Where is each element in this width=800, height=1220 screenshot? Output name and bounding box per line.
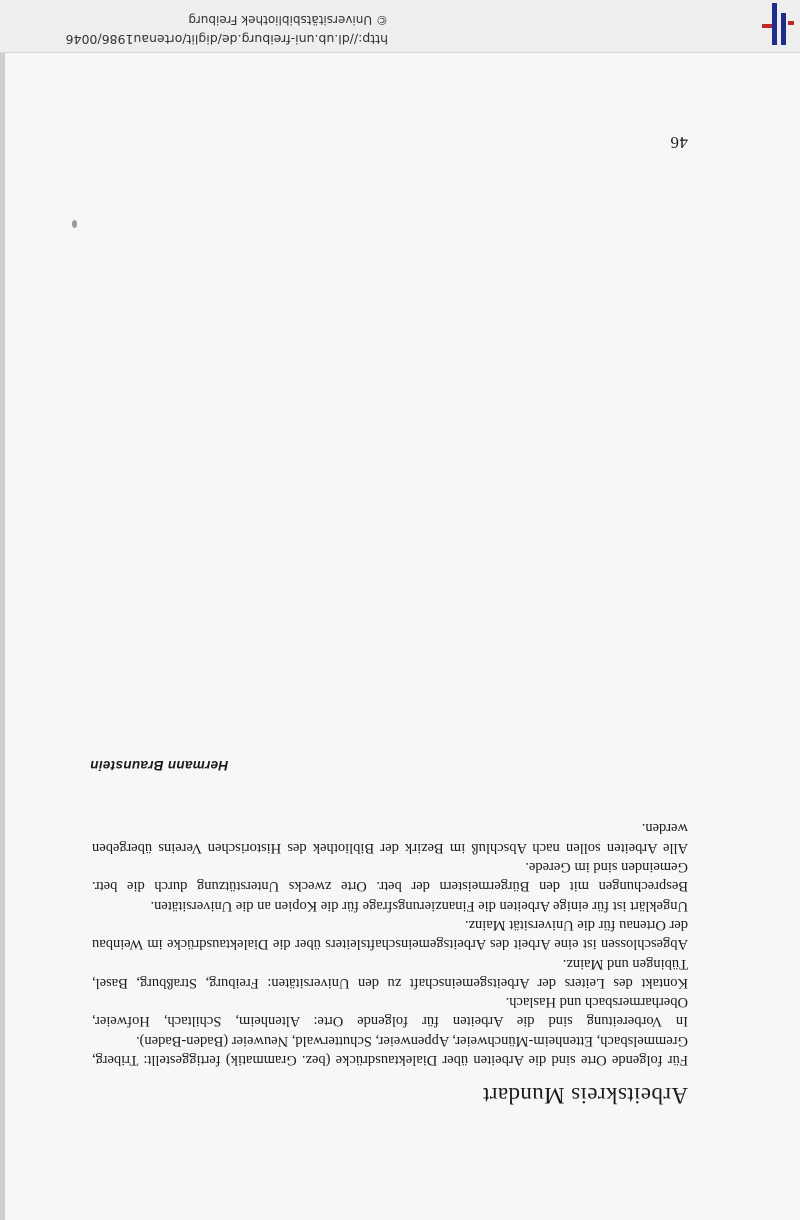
paragraph: Ungeklärt ist für einige Arbeiten die Finanzierungsfrage für die Kopien an die Universitäten. (150, 897, 688, 914)
footer-url-link[interactable]: http://dl.ub.uni-freiburg.de/diglit/ortenau1986/0046 (65, 32, 388, 47)
university-logo-icon (754, 0, 794, 45)
page-title: Arbeitskreis Mundart (482, 1083, 688, 1108)
page-edge-shadow (0, 53, 5, 1220)
footer-copyright: © Universitätsbibliothek Freiburg (188, 13, 388, 27)
paragraph: Alle Arbeiten sollen nach Abschluß im Bezirk der Bibliothek des Historischen Vereins übergeben werden. (92, 820, 688, 856)
paragraph: Kontakt des Leiters der Arbeitsgemeinschaft zu den Universitäten: Freiburg, Straßburg, Basel, Tübingen und Mainz. (92, 955, 688, 991)
paragraph: In Vorbereitung sind die Arbeiten für folgende Orte: Altenheim, Schiltach, Hofweier, Oberharmersbach und Haslach. (92, 994, 688, 1030)
paragraph: Besprechungen mit den Bürgermeistern der betr. Orte zwecks Unterstützung durch die betr. Gemeinden sind im Gerede. (92, 859, 688, 895)
scan-speck (72, 220, 77, 228)
paragraph: Abgeschlossen ist eine Arbeit des Arbeitsgemeinschaftsleiters über die Dialektausdrücke im Weinbau der Ortenau für die Universität Mainz. (92, 916, 688, 953)
author-signature: Hermann Braunstein (90, 758, 229, 773)
article-body (92, 818, 688, 1069)
page-number: 46 (670, 133, 688, 152)
paragraph: Für folgende Orte sind die Arbeiten über Dialektausdrücke (bez. Grammatik) fertiggestellt: Triberg, Gremmelsbach, Ettenheim-Münchweier, Appenweier, Schutterwald, Neuweier (Baden-Baden). (92, 1032, 688, 1068)
